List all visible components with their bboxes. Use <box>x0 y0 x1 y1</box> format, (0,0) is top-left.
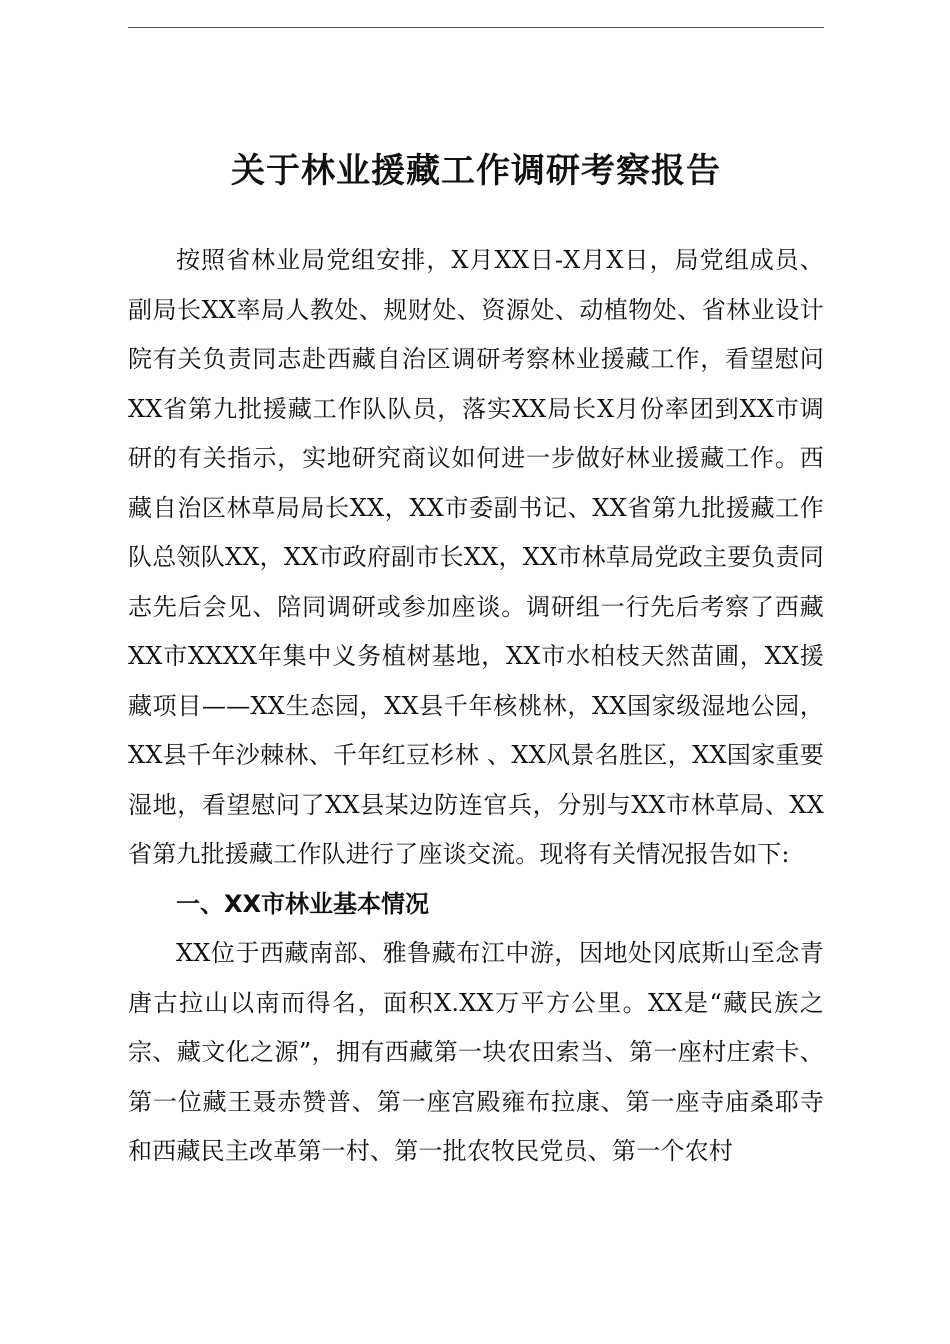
header-rule <box>128 27 824 28</box>
section-heading: 一、XX市林业基本情况 <box>176 889 430 918</box>
document-title: 关于林业援藏工作调研考察报告 <box>231 151 721 191</box>
intro-paragraph: 按照省林业局党组安排，X月XX日-X月X日，局党组成员、副局长XX率局人教处、规财处、资源处、动植物处、省林业设计院有关负责同志赴西藏自治区调研考察林业援藏工作，看望慰问XX省第九批援藏工作队队员，落实XX局长X月份率团到XX市调研的有关指示，实地研究商议如何进一步做好林业援藏工作。西藏自治区林草局局长XX，XX市委副书记、XX省第九批援藏工作队总领队XX，XX市政府副市长XX，XX市林草局党政主要负责同志先后会见、陪同调研或参加座谈。调研组一行先后考察了西藏XX市XXXX年集中义务植树基地，XX市水柏枝天然苗圃，XX援藏项目——XX生态园，XX县千年核桃林，XX国家级湿地公园，XX县千年沙棘林、千年红豆杉林 、XX风景名胜区，XX国家重要湿地，看望慰问了XX县某边防连官兵，分别与XX市林草局、XX省第九批援藏工作队进行了座谈交流。现将有关情况报告如下: <box>128 246 824 868</box>
section-paragraph: XX位于西藏南部、雅鲁藏布江中游，因地处冈底斯山至念青唐古拉山以南而得名，面积X.XX万平方公里。XX是“藏民族之宗、藏文化之源”，拥有西藏第一块农田索当、第一座村庄索卡、第一位藏王聂赤赞普、第一座宫殿雍布拉康、第一座寺庙桑耶寺和西藏民主改革第一村、第一批农牧民党员、第一个农村 <box>128 939 824 1165</box>
document-page <box>128 140 824 1177</box>
